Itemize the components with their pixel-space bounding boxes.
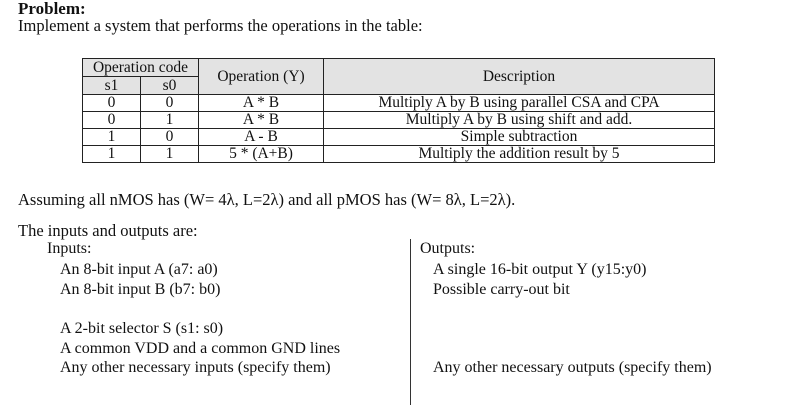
io-title: The inputs and outputs are: [18, 221, 198, 240]
s0-cell: 0 [141, 129, 199, 146]
description-cell: Multiply A by B using shift and add. [324, 112, 715, 129]
inputs-list [60, 260, 220, 299]
description-header: Description [324, 59, 715, 95]
table-header-row [83, 59, 715, 77]
input-item: An 8-bit input A (a7: a0) [60, 261, 218, 278]
s0-header: s0 [141, 77, 199, 95]
s1-cell: 0 [83, 112, 141, 129]
s1-cell: 1 [83, 146, 141, 163]
s0-cell: 1 [141, 146, 199, 163]
s1-cell: 1 [83, 129, 141, 146]
table-row [83, 146, 715, 163]
table-row [83, 95, 715, 112]
description-cell: Multiply the addition result by 5 [324, 146, 715, 163]
table-row [83, 129, 715, 146]
description-cell: Simple subtraction [324, 129, 715, 146]
inputs-list-secondary [60, 319, 340, 378]
operation-cell: 5 * (A+B) [199, 146, 324, 163]
input-item: A 2-bit selector S (s1: s0) [60, 320, 224, 337]
operation-cell: A - B [199, 129, 324, 146]
output-item: Any other necessary outputs (specify them) [433, 359, 712, 376]
operation-cell: A * B [199, 112, 324, 129]
outputs-heading: Outputs: [420, 240, 476, 257]
input-item: Any other necessary inputs (specify them) [60, 359, 331, 376]
intro-text: Implement a system that performs the operations in the table: [18, 16, 423, 35]
input-item: A common VDD and a common GND lines [60, 339, 341, 357]
operation-cell: A * B [199, 95, 324, 112]
s1-cell: 0 [83, 95, 141, 112]
output-item: A single 16-bit output Y (y15:y0) [433, 261, 647, 278]
s0-cell: 0 [141, 95, 199, 112]
input-item: An 8-bit input B (b7: b0) [60, 280, 221, 298]
outputs-extra-item [433, 358, 712, 378]
s0-cell: 1 [141, 112, 199, 129]
opcode-header: Operation code [83, 59, 199, 77]
s1-header: s1 [83, 77, 141, 95]
problem-heading: Problem: [18, 0, 86, 18]
inputs-heading: Inputs: [47, 240, 92, 257]
assumption-text: Assuming all nMOS has (W= 4λ, L=2λ) and all pMOS has (W= 8λ, L=2λ). [18, 190, 516, 209]
table-row [83, 112, 715, 129]
column-divider [410, 239, 411, 405]
outputs-list [433, 260, 646, 299]
output-item: Possible carry-out bit [433, 280, 570, 298]
description-cell: Multiply A by B using parallel CSA and CPA [324, 95, 715, 112]
operations-table [82, 58, 715, 163]
operation-header: Operation (Y) [199, 59, 324, 95]
